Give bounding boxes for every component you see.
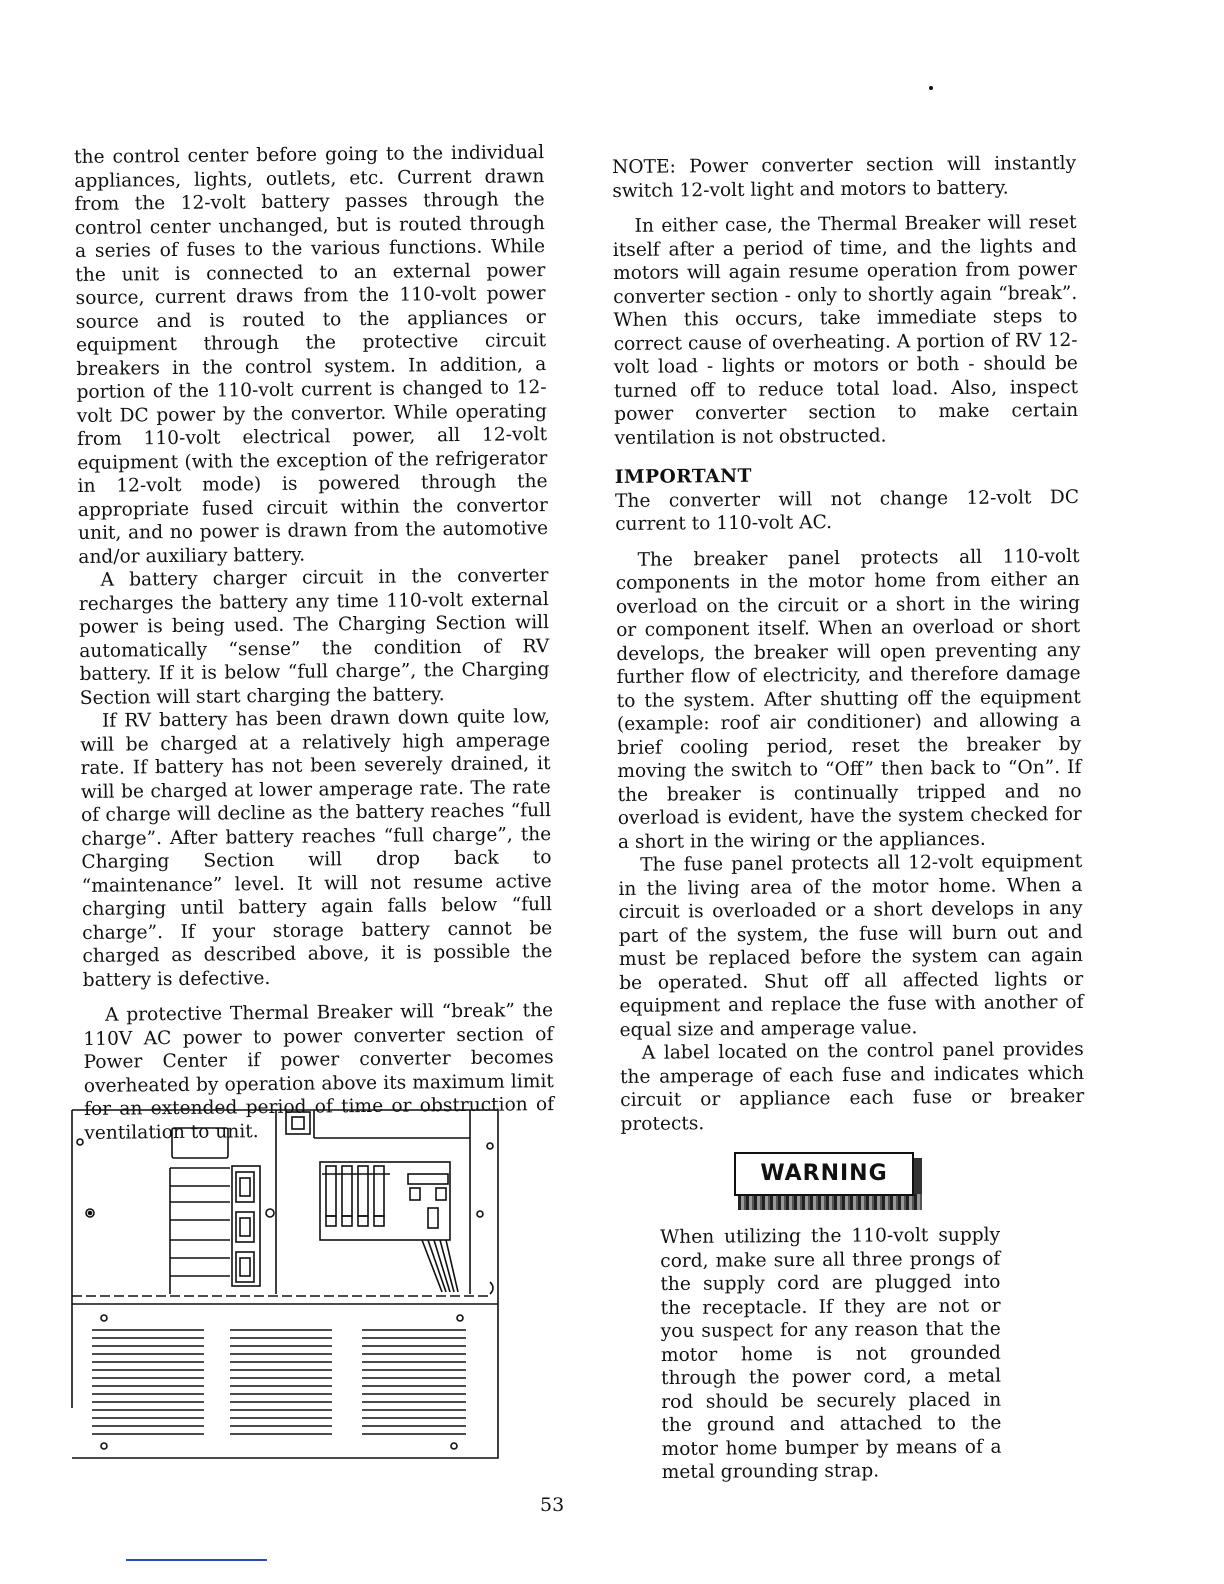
important-text: The converter will not change 12-volt DC current to 110-volt AC. <box>614 486 1080 535</box>
warning-shadow-dither <box>738 1194 922 1210</box>
vent-grille-middle <box>230 1330 332 1434</box>
vent-grille-right <box>362 1330 466 1434</box>
right-column <box>612 152 1085 1136</box>
left-paragraph-3: If RV battery has been drawn down quite low, will be charged at a relatively high amperage rate. If battery has not been severely drained, it will be charged at lower amperage rate. The rate of charge will decline as the battery reaches “full charge”. After battery reaches “full charge”, the Charging Section will drop back to “maintenance” level. It will not resume active charging until battery again falls below “full charge”. If your storage battery cannot be charged as described above, it is possible the battery is defective. <box>80 706 553 991</box>
right-paragraph-1: In either case, the Thermal Breaker will reset itself after a period of time, and the lights and motors will again resume operation from power converter section - only to shortly again “break”. When this occurs, take immediate steps to correct cause of overheating. A portion of RV 12-volt load - lights or motors or both - should be turned off to reduce total load. Also, inspect power converter section to make certain ventilation is not obstructed. <box>612 211 1079 449</box>
right-paragraph-3: The fuse panel protects all 12-volt equipment in the living area of the motor home. When a circuit is overloaded or a short develops in any part of the system, the fuse will burn out and must be replaced before the system can again be operated. Shut off all affected lights or equipment and replace the fuse with another of equal size and amperage value. <box>618 850 1084 1041</box>
scan-edge-line <box>126 1559 267 1561</box>
left-paragraph-4: A protective Thermal Breaker will “break” the 110V AC power to power converter section of Power Center if power converter becomes overheated by operation above its maximum limit for an extended period of time or obstruction of ventilation to unit. <box>83 1000 555 1144</box>
right-paragraph-4: A label located on the control panel provides the amperage of each fuse and indicates which circuit or appliance each fuse or breaker protects. <box>619 1038 1085 1135</box>
left-paragraph-2: A battery charger circuit in the converter recharges the battery any time 110-volt external power is being used. The Charging Section will automatically “sense” the condition of RV battery. If it is below “full charge”, the Charging Section will start charging the battery. <box>78 565 550 709</box>
warning-banner <box>728 1146 918 1210</box>
speck-mark <box>929 86 933 90</box>
power-center-diagram <box>70 1108 502 1464</box>
warning-label: WARNING <box>734 1152 914 1196</box>
left-paragraph-1: the control center before going to the individual appliances, lights, outlets, etc. Current drawn from the 12-volt battery passes through the control center unchanged, but is routed through a series of fuses to the various functions. While the unit is connected to an external power source, current draws from the 110-volt power source and is routed to the appliances or equipment through the protective circuit breakers in the control system. In addition, a portion of the 110-volt current is changed to 12-volt DC power by the convertor. While operating from 110-volt electrical power, all 12-volt equipment (with the exception of the refrigerator in 12-volt mode) is powered through the appropriate fused circuit within the convertor unit, and no power is drawn from the automotive and/or auxiliary battery. <box>74 142 549 568</box>
note-paragraph: NOTE: Power converter section will instantly switch 12-volt light and motors to battery. <box>612 152 1077 202</box>
important-heading: IMPORTANT <box>614 465 753 488</box>
page-number: 53 <box>540 1494 565 1516</box>
vent-grille-left <box>92 1330 204 1434</box>
left-column <box>74 141 554 1145</box>
warning-text: When utilizing the 110-volt supply cord, make sure all three prongs of the supply cord are plugged into the receptacle. If they are not or you suspect for any reason that the motor home is not grounded through the power cord, a metal rod should be securely placed in the ground and attached to the motor home bumper by means of a metal grounding strap. <box>660 1224 1002 1483</box>
right-paragraph-2: The breaker panel protects all 110-volt components in the motor home from either an overload on the circuit or a short in the wiring or component itself. When an overload or short develops, the breaker will open preventing any further flow of electricity, and therefore damage to the system. After shutting off the equipment (example: roof air conditioner) and allowing a brief cooling period, reset the breaker by moving the switch to “Off” then back to “On”. If the breaker is continually tripped and no overload is evident, have the system checked for a short in the wiring or the appliances. <box>615 545 1082 853</box>
